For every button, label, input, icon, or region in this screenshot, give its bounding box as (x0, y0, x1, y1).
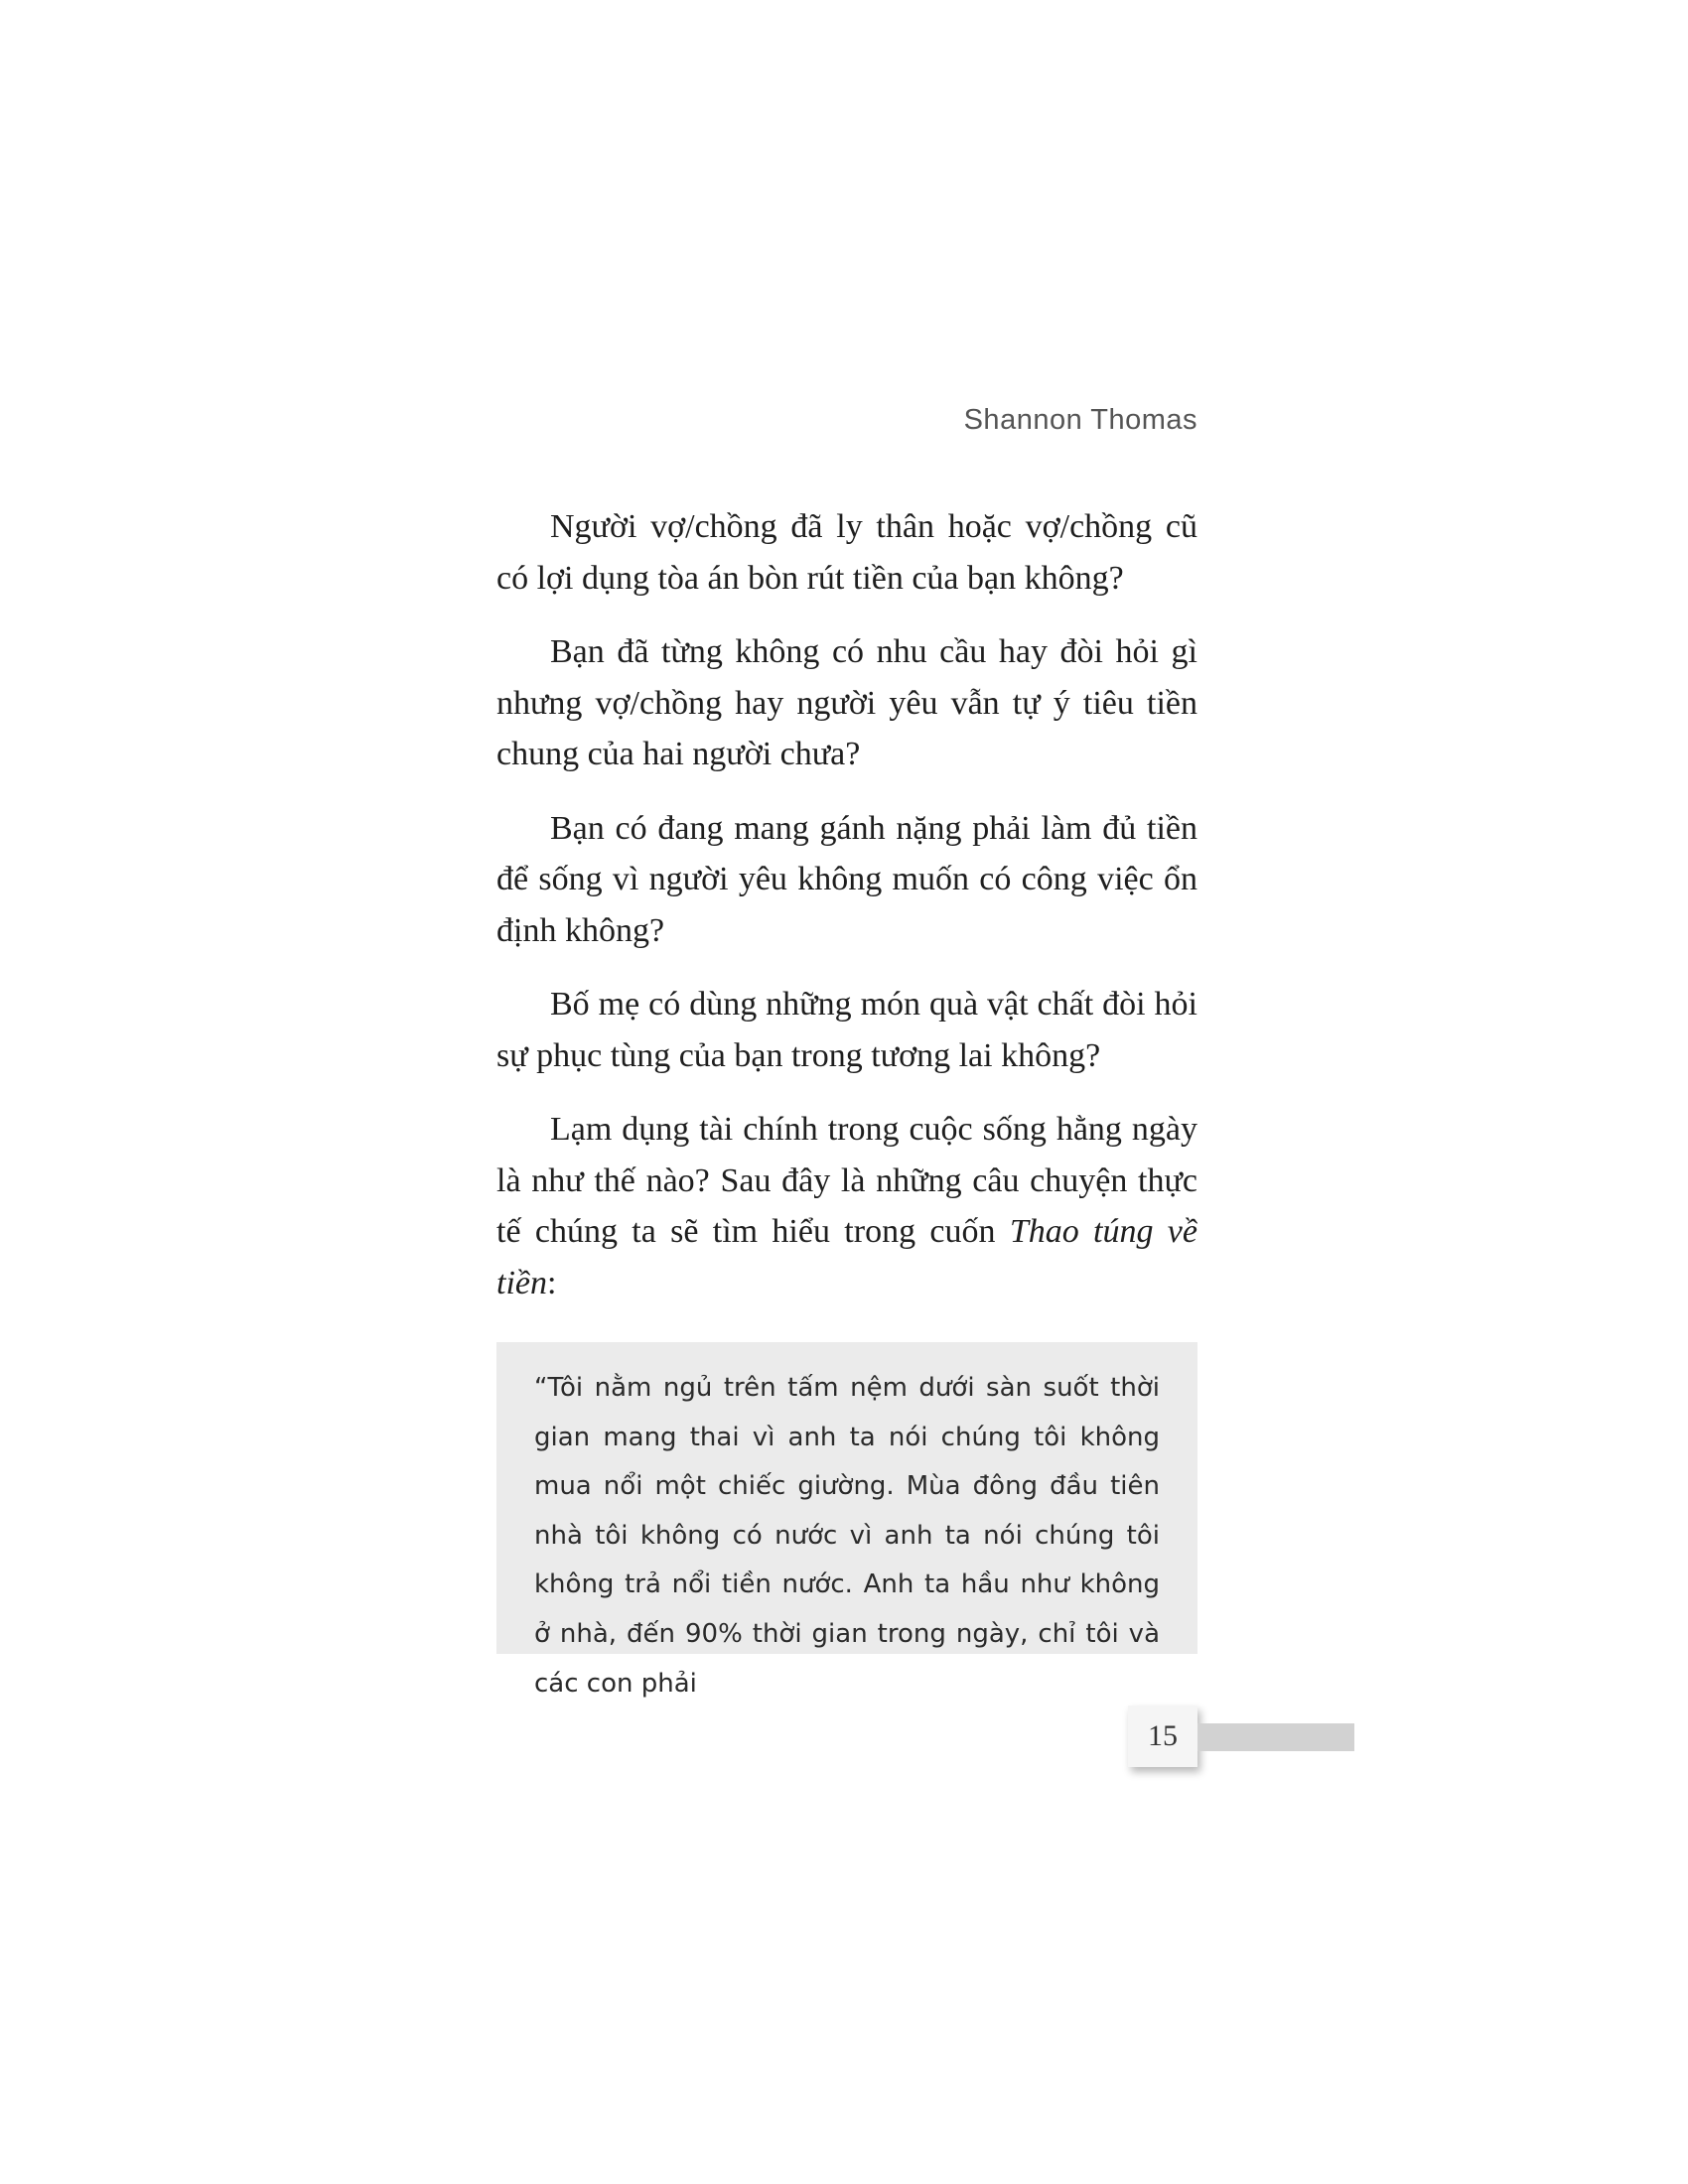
body-text (496, 501, 1197, 1331)
paragraph: Bố mẹ có dùng những món quà vật chất đòi hỏi sự phục tùng của bạn trong tương lai không? (496, 986, 1197, 1074)
paragraph-text: Lạm dụng tài chính trong cuộc sống hằng ngày là như thế nào? Sau đây là những câu chuyện thực tế chúng ta sẽ tìm hiểu trong cuốn (496, 1111, 1197, 1250)
paragraph (496, 1104, 1197, 1308)
paragraph: Bạn có đang mang gánh nặng phải làm đủ tiền để sống vì người yêu không muốn có công việc ổn định không? (496, 809, 1197, 949)
quote-text: “Tôi nằm ngủ trên tấm nệm dưới sàn suốt thời gian mang thai vì anh ta nói chúng tôi không mua nổi một chiếc giường. Mùa đông đầu tiên nhà tôi không có nước vì anh ta nói chúng tôi không trả nổi tiền nước. Anh ta hầu như không ở nhà, đến 90% thời gian trong ngày, chỉ tôi và các con phải (534, 1373, 1160, 1699)
paragraph: Người vợ/chồng đã ly thân hoặc vợ/chồng cũ có lợi dụng tòa án bòn rút tiền của bạn không? (496, 508, 1197, 597)
running-head-author: Shannon Thomas (963, 404, 1197, 436)
book-title: Thao túng về tiền (496, 1213, 1197, 1301)
page-number: 15 (1128, 1706, 1197, 1767)
paragraph: Bạn đã từng không có nhu cầu hay đòi hỏi gì nhưng vợ/chồng hay người yêu vẫn tự ý tiêu tiền chung của hai người chưa? (496, 633, 1197, 772)
paragraph-end: : (546, 1264, 557, 1301)
quote-box (496, 1342, 1197, 1699)
page-number-bar (1197, 1723, 1354, 1751)
